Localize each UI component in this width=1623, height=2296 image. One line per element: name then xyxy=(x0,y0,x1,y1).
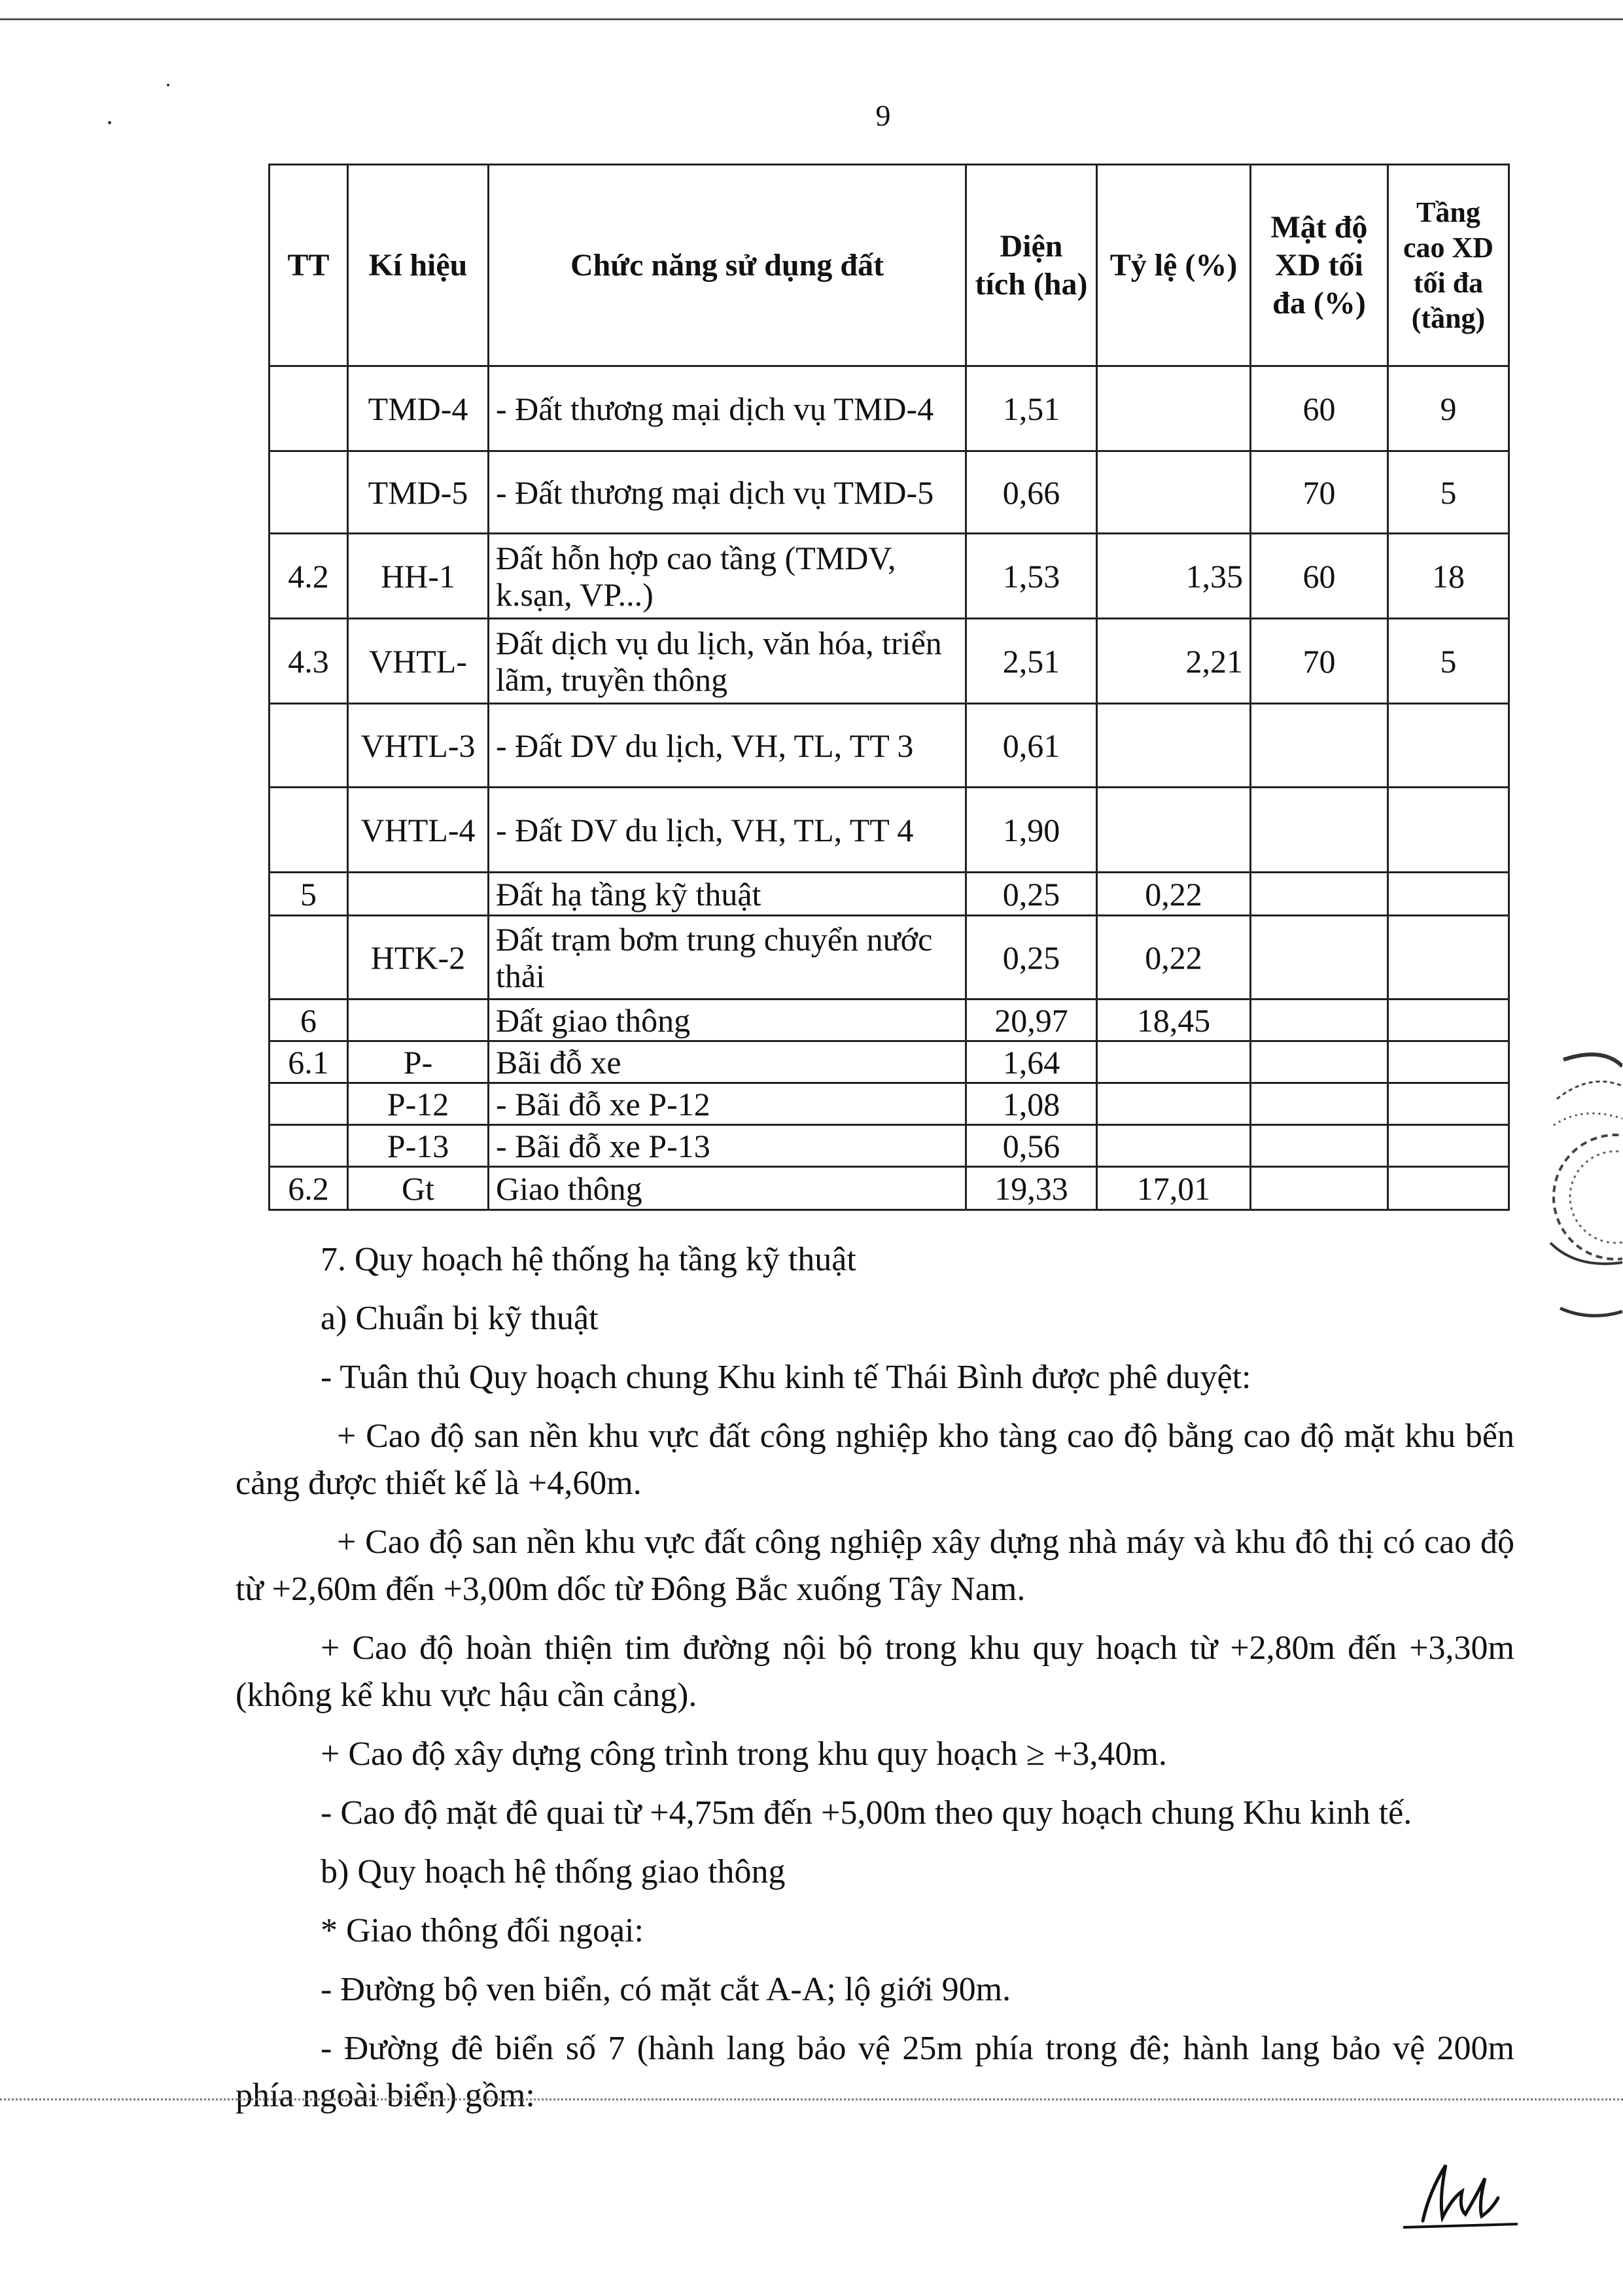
cell-code: TMD-5 xyxy=(348,451,489,534)
cell-ratio xyxy=(1097,1125,1251,1167)
cell-code: VHTL- xyxy=(348,619,489,704)
table-row xyxy=(270,534,1509,619)
table-row xyxy=(270,873,1509,916)
cell-density xyxy=(1251,1041,1388,1083)
cell-ratio xyxy=(1097,788,1251,873)
cell-area: 0,56 xyxy=(966,1125,1097,1167)
cell-floors: 9 xyxy=(1388,366,1509,451)
cell-tt: 5 xyxy=(270,873,348,916)
paragraph: - Đường bộ ven biển, có mặt cắt A-A; lộ giới 90m. xyxy=(321,1971,1011,2008)
cell-function: - Bãi đỗ xe P-12 xyxy=(489,1083,966,1125)
table-row xyxy=(270,451,1509,534)
top-border-line xyxy=(0,18,1623,20)
cell-function: Đất giao thông xyxy=(489,1000,966,1041)
cell-ratio: 0,22 xyxy=(1097,916,1251,1000)
table-row xyxy=(270,1125,1509,1167)
cell-function: Giao thông xyxy=(489,1167,966,1210)
paragraph: - Đường đê biển số 7 (hành lang bảo vệ 25m phía trong đê; hành lang bảo vệ 200m phía ngoài biển) gồm: xyxy=(236,2030,1514,2114)
partial-stamp-seal xyxy=(1544,1047,1622,1334)
cell-floors xyxy=(1388,1083,1509,1125)
cell-area: 2,51 xyxy=(966,619,1097,704)
cell-ratio xyxy=(1097,1041,1251,1083)
cell-area: 0,25 xyxy=(966,873,1097,916)
cell-floors xyxy=(1388,1125,1509,1167)
cell-function: Bãi đỗ xe xyxy=(489,1041,966,1083)
header-function: Chức năng sử dụng đất xyxy=(489,165,966,366)
cell-floors xyxy=(1388,873,1509,916)
cell-function: Đất trạm bơm trung chuyển nước thải xyxy=(489,916,966,1000)
header-ratio: Tỷ lệ (%) xyxy=(1097,165,1251,366)
cell-tt xyxy=(270,788,348,873)
cell-function: Đất hạ tầng kỹ thuật xyxy=(489,873,966,916)
table-row xyxy=(270,1167,1509,1210)
table-row xyxy=(270,1000,1509,1041)
cell-density xyxy=(1251,704,1388,788)
cell-area: 1,53 xyxy=(966,534,1097,619)
header-tt: TT xyxy=(270,165,348,366)
cell-code: P- xyxy=(348,1041,489,1083)
paragraph: + Cao độ hoàn thiện tim đường nội bộ trong khu quy hoạch từ +2,80m đến +3,30m (không kể khu vực hậu cần cảng). xyxy=(236,1629,1514,1714)
cell-density xyxy=(1251,788,1388,873)
page-number: 9 xyxy=(875,99,891,132)
cell-ratio xyxy=(1097,1083,1251,1125)
cell-code xyxy=(348,873,489,916)
cell-tt: 6.1 xyxy=(270,1041,348,1083)
cell-density: 60 xyxy=(1251,534,1388,619)
cell-function: Đất hỗn hợp cao tầng (TMDV, k.sạn, VP...) xyxy=(489,534,966,619)
cell-code: Gt xyxy=(348,1167,489,1210)
table-row xyxy=(270,916,1509,1000)
header-area: Diện tích (ha) xyxy=(966,165,1097,366)
table-row xyxy=(270,1083,1509,1125)
cell-floors: 5 xyxy=(1388,451,1509,534)
cell-ratio xyxy=(1097,704,1251,788)
cell-area: 1,08 xyxy=(966,1083,1097,1125)
scan-speck xyxy=(108,121,111,124)
cell-density xyxy=(1251,1125,1388,1167)
cell-ratio xyxy=(1097,366,1251,451)
table-row xyxy=(270,366,1509,451)
table-row xyxy=(270,619,1509,704)
header-code: Kí hiệu xyxy=(348,165,489,366)
cell-ratio: 1,35 xyxy=(1097,534,1251,619)
cell-floors xyxy=(1388,1000,1509,1041)
cell-density xyxy=(1251,1083,1388,1125)
table-header-row xyxy=(270,165,1509,366)
cell-code: VHTL-4 xyxy=(348,788,489,873)
cell-tt: 6.2 xyxy=(270,1167,348,1210)
cell-area: 1,90 xyxy=(966,788,1097,873)
cell-tt xyxy=(270,704,348,788)
cell-code: VHTL-3 xyxy=(348,704,489,788)
cell-floors xyxy=(1388,916,1509,1000)
table-row xyxy=(270,704,1509,788)
cell-tt xyxy=(270,366,348,451)
cell-code: HH-1 xyxy=(348,534,489,619)
cell-ratio: 0,22 xyxy=(1097,873,1251,916)
cell-area: 19,33 xyxy=(966,1167,1097,1210)
land-use-table xyxy=(268,164,1510,1211)
paragraph: - Tuân thủ Quy hoạch chung Khu kinh tế Thái Bình được phê duyệt: xyxy=(321,1359,1251,1396)
cell-density xyxy=(1251,1167,1388,1210)
cell-ratio xyxy=(1097,451,1251,534)
body-text xyxy=(236,1236,1514,2131)
cell-tt: 4.3 xyxy=(270,619,348,704)
cell-function: Đất dịch vụ du lịch, văn hóa, triển lãm, truyền thông xyxy=(489,619,966,704)
cell-floors: 18 xyxy=(1388,534,1509,619)
cell-floors xyxy=(1388,788,1509,873)
cell-ratio: 17,01 xyxy=(1097,1167,1251,1210)
cell-density xyxy=(1251,873,1388,916)
cell-area: 20,97 xyxy=(966,1000,1097,1041)
cell-function: - Đất DV du lịch, VH, TL, TT 3 xyxy=(489,704,966,788)
header-floors: Tầng cao XD tối đa (tầng) xyxy=(1388,165,1509,366)
cell-code: P-13 xyxy=(348,1125,489,1167)
cell-floors xyxy=(1388,704,1509,788)
subsection-heading-a: a) Chuẩn bị kỹ thuật xyxy=(321,1300,599,1337)
cell-function: - Đất DV du lịch, VH, TL, TT 4 xyxy=(489,788,966,873)
paragraph: - Cao độ mặt đê quai từ +4,75m đến +5,00m theo quy hoạch chung Khu kinh tế. xyxy=(321,1794,1412,1832)
fold-line xyxy=(0,2098,1623,2100)
cell-code: P-12 xyxy=(348,1083,489,1125)
cell-area: 0,25 xyxy=(966,916,1097,1000)
cell-density: 70 xyxy=(1251,619,1388,704)
cell-tt xyxy=(270,451,348,534)
cell-ratio: 2,21 xyxy=(1097,619,1251,704)
cell-function: - Đất thương mại dịch vụ TMD-4 xyxy=(489,366,966,451)
cell-code: TMD-4 xyxy=(348,366,489,451)
cell-code xyxy=(348,1000,489,1041)
cell-area: 0,66 xyxy=(966,451,1097,534)
cell-floors xyxy=(1388,1167,1509,1210)
cell-density xyxy=(1251,1000,1388,1041)
cell-ratio: 18,45 xyxy=(1097,1000,1251,1041)
subsection-heading-b: b) Quy hoạch hệ thống giao thông xyxy=(321,1853,786,1890)
paragraph: + Cao độ xây dựng công trình trong khu quy hoạch ≥ +3,40m. xyxy=(321,1735,1167,1773)
header-density: Mật độ XD tối đa (%) xyxy=(1251,165,1388,366)
section-heading-7: 7. Quy hoạch hệ thống hạ tầng kỹ thuật xyxy=(321,1241,856,1278)
paragraph: * Giao thông đối ngoại: xyxy=(321,1912,644,1949)
table-row xyxy=(270,788,1509,873)
cell-density: 70 xyxy=(1251,451,1388,534)
cell-area: 1,51 xyxy=(966,366,1097,451)
cell-function: - Đất thương mại dịch vụ TMD-5 xyxy=(489,451,966,534)
cell-tt: 6 xyxy=(270,1000,348,1041)
cell-code: HTK-2 xyxy=(348,916,489,1000)
cell-floors xyxy=(1388,1041,1509,1083)
cell-area: 0,61 xyxy=(966,704,1097,788)
table-row xyxy=(270,1041,1509,1083)
scan-speck xyxy=(167,84,169,86)
paragraph: + Cao độ san nền khu vực đất công nghiệp xây dựng nhà máy và khu đô thị có cao độ từ +2,60m đến +3,00m dốc từ Đông Bắc xuống Tây Nam. xyxy=(236,1523,1514,1608)
paragraph: + Cao độ san nền khu vực đất công nghiệp kho tàng cao độ bằng cao độ mặt khu bến cảng được thiết kế là +4,60m. xyxy=(236,1418,1514,1502)
cell-tt xyxy=(270,1083,348,1125)
cell-tt xyxy=(270,916,348,1000)
signature-initials xyxy=(1400,2152,1524,2237)
cell-density: 60 xyxy=(1251,366,1388,451)
cell-tt xyxy=(270,1125,348,1167)
cell-tt: 4.2 xyxy=(270,534,348,619)
cell-area: 1,64 xyxy=(966,1041,1097,1083)
cell-function: - Bãi đỗ xe P-13 xyxy=(489,1125,966,1167)
cell-floors: 5 xyxy=(1388,619,1509,704)
cell-density xyxy=(1251,916,1388,1000)
